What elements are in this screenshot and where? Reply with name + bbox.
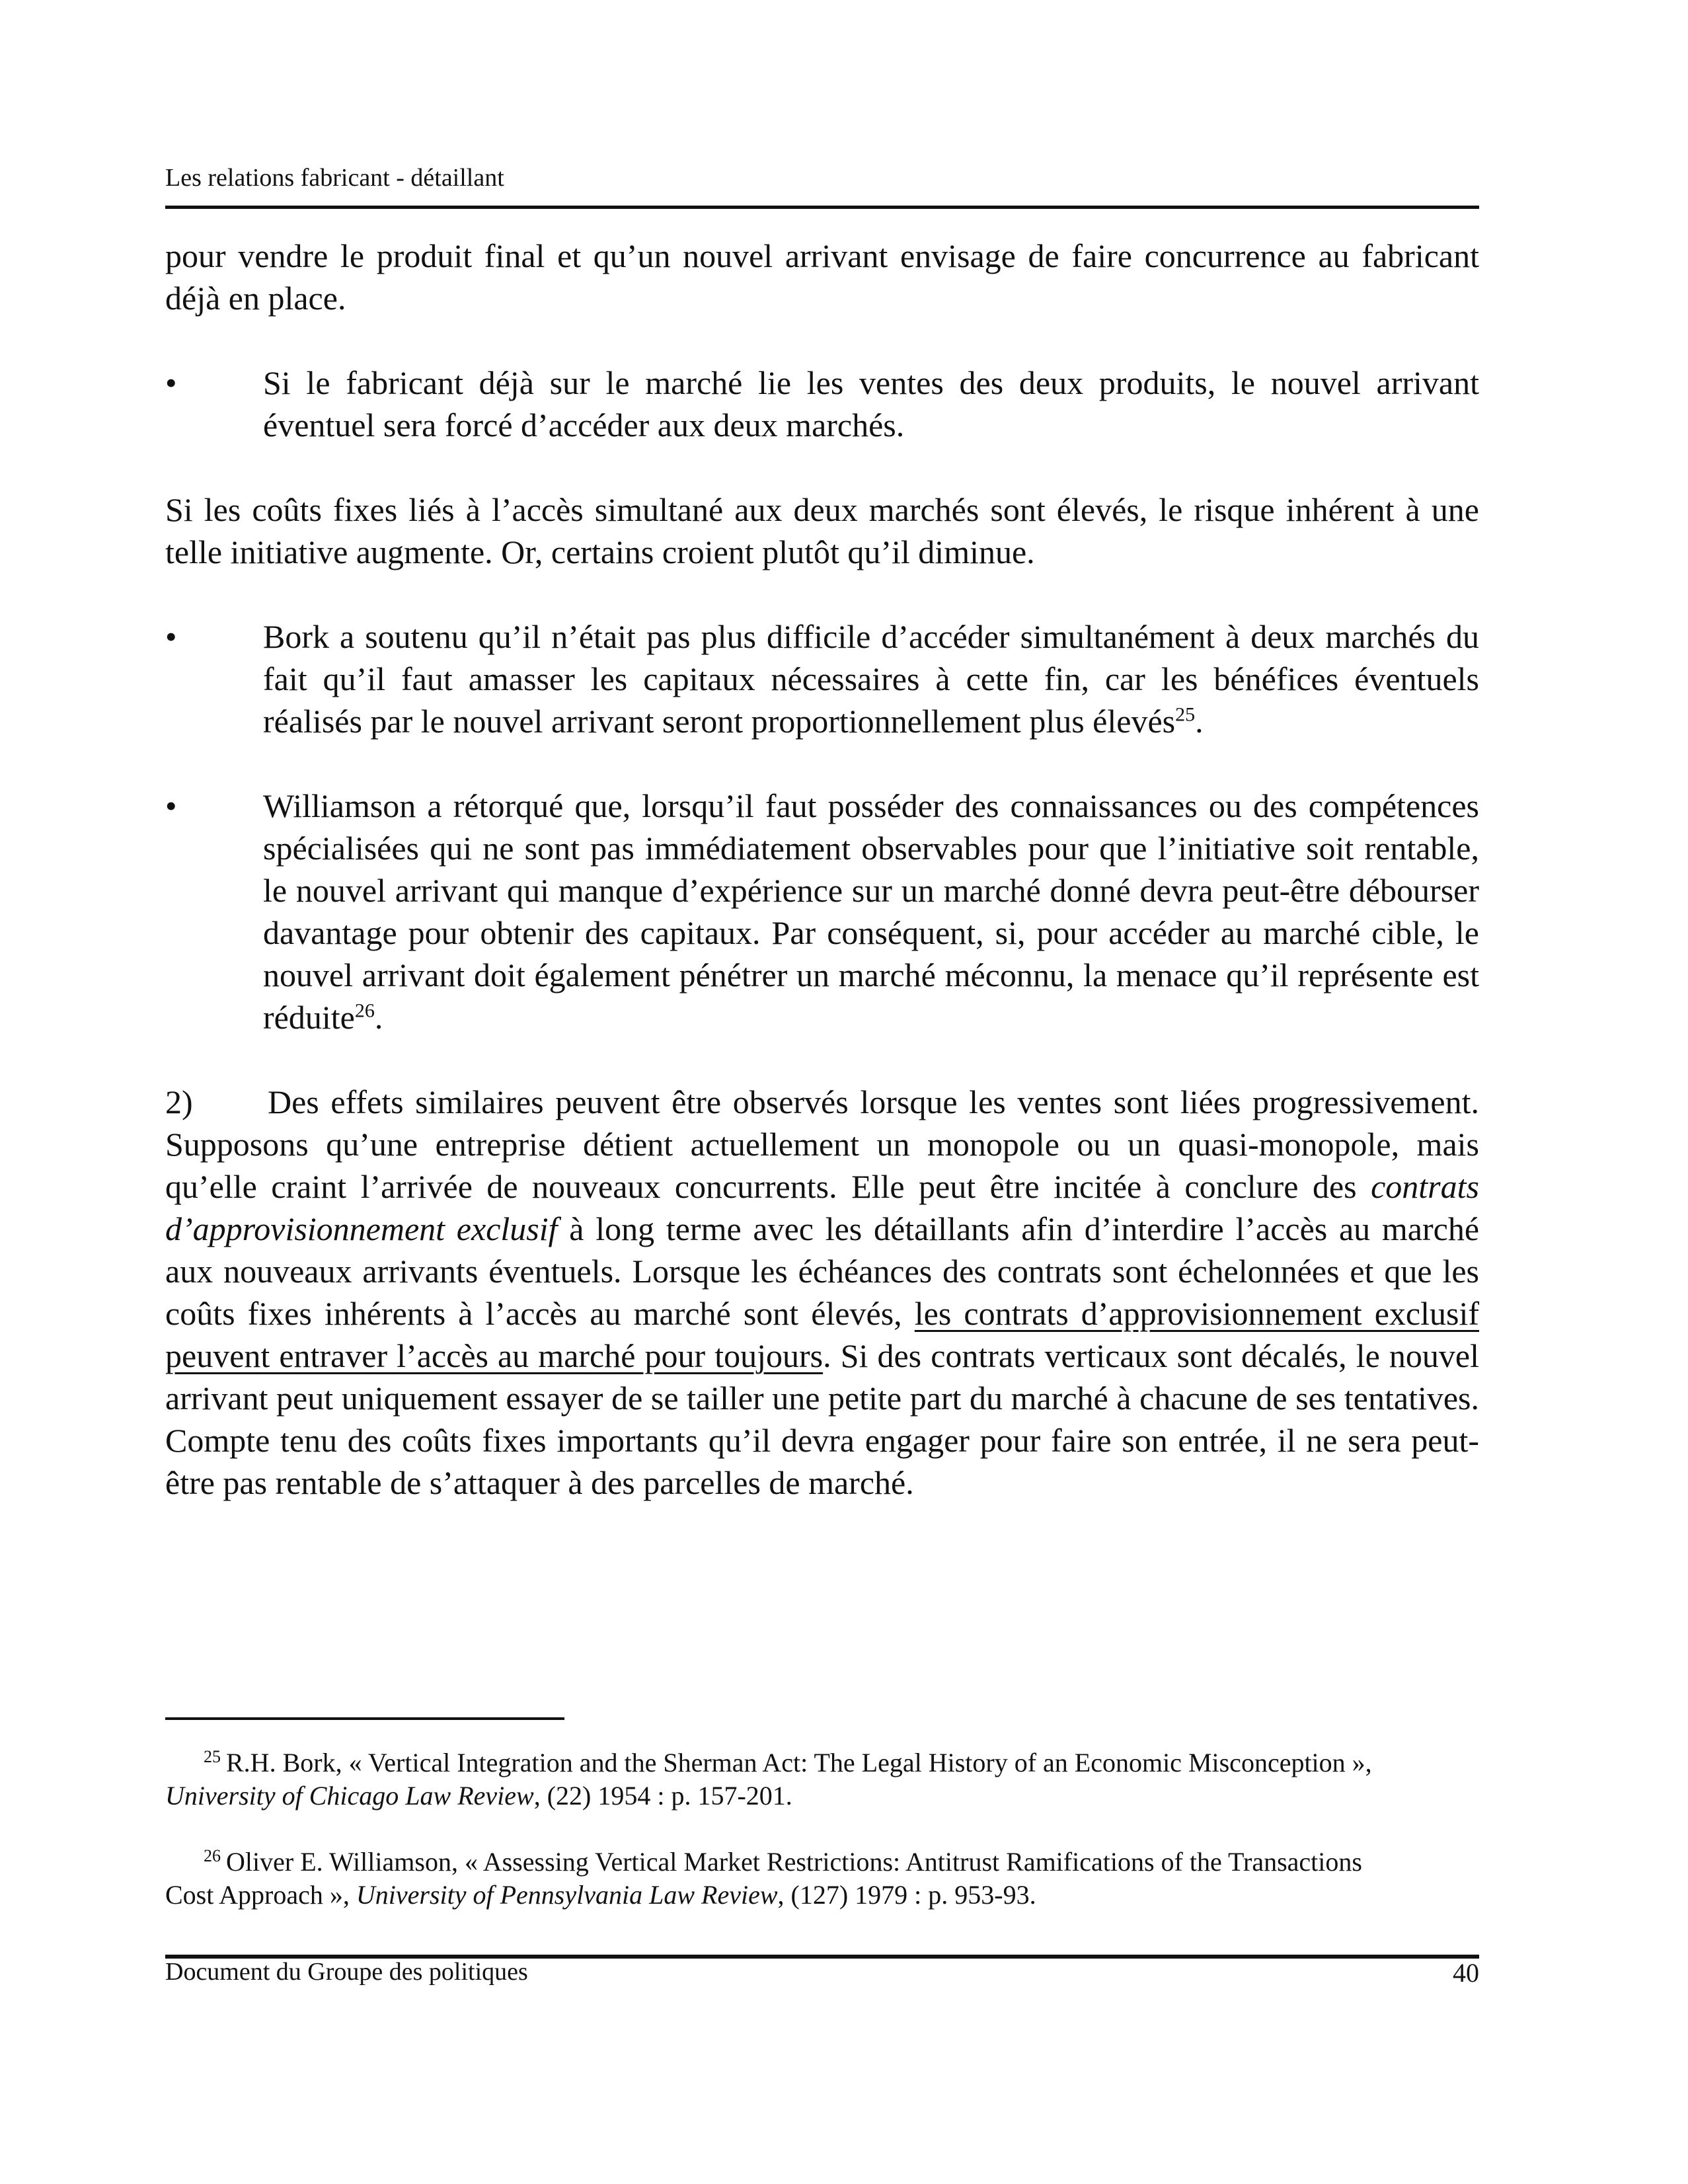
footnote-ref: 26: [354, 999, 375, 1022]
footnote-number: 26: [204, 1846, 221, 1865]
bullet-text: Si le fabricant déjà sur le marché lie les ventes des deux produits, le nouvel arrivant éventuel sera forcé d’accéder aux deux marchés.: [263, 364, 1479, 444]
paragraph-text: à long terme avec les détaillants afin d’interdire l’accès au marché aux nouveaux arrivants éventuels. Lorsque les échéances des contrats sont échelonnées et que les coûts fixes inhérents à l’accès au marché sont élevés,: [165, 1210, 1480, 1332]
journal-title: University of Chicago Law Review: [165, 1781, 534, 1811]
journal-title: University of Pennsylvania Law Review: [356, 1880, 778, 1910]
footnote-rule: [165, 1717, 564, 1720]
bullet-icon: •: [165, 618, 177, 655]
footnote-text: R.H. Bork, « Vertical Integration and the Sherman Act: The Legal History of an Economic Misconception »,: [226, 1748, 1372, 1777]
bullet-text-end: .: [1195, 703, 1204, 740]
bullet-text: Bork a soutenu qu’il n’était pas plus difficile d’accéder simultanément à deux marchés du fait qu’il faut amasser les capitaux nécessaires à cette fin, car les bénéfices éventuels réalisés par le nouvel arrivant seront proportionnellement plus élevés: [263, 618, 1479, 740]
paragraph-text: . Si des contrats verticaux sont décalés, le nouvel arrivant peut uniquement essayer de se tailler une petite part du marché à chacune de ses tentatives. Compte tenu des coûts fixes importants qu’il devra engager pour faire son entrée, il ne sera peut-être pas rentable de s’attaquer à des parcelles de marché.: [165, 1337, 1479, 1501]
bullet-item: [165, 615, 1479, 742]
bullet-text-end: .: [374, 999, 383, 1036]
running-header: Les relations fabricant - détaillant: [165, 164, 504, 192]
bullet-item: [165, 362, 1479, 446]
footnote-text: , (127) 1979 : p. 953-93.: [777, 1880, 1036, 1910]
bullet-text: Williamson a rétorqué que, lorsqu’il faut posséder des connaissances ou des compétences spécialisées qui ne sont pas immédiatement observables pour que l’initiative soit rentable, le nouvel arrivant qui manque d’expérience sur un marché donné devra peut-être débourser davantage pour obtenir des capitaux. Par conséquent, si, pour accéder au marché cible, le nouvel arrivant doit également pénétrer un marché méconnu, la menace qu’il représente est réduite: [263, 787, 1479, 1036]
paragraph-continuation: pour vendre le produit final et qu’un nouvel arrivant envisage de faire concurrence au fabricant déjà en place.: [165, 237, 1479, 317]
footer-title: Document du Groupe des politiques: [165, 1958, 528, 1986]
bullet-icon: •: [165, 787, 177, 824]
footnote: [165, 1846, 1395, 1912]
bullet-icon: •: [165, 364, 177, 401]
footnote-text: , (22) 1954 : p. 157-201.: [533, 1781, 792, 1811]
underlined-text: les contrats d’approvisionnement exclusif peuvent entraver l’accès au marché pour toujours: [165, 1295, 1479, 1374]
footnote: [165, 1746, 1395, 1813]
header-rule: [165, 206, 1479, 209]
footnote-ref: 25: [1175, 703, 1196, 726]
page-number: 40: [1453, 1958, 1479, 1988]
footnote-number: 25: [204, 1746, 221, 1766]
paragraph: Si les coûts fixes liés à l’accès simultané aux deux marchés sont élevés, le risque inhérent à une telle initiative augmente. Or, certains croient plutôt qu’il diminue.: [165, 491, 1479, 570]
emphasis-text: contrats d’approvisionnement exclusif: [165, 1168, 1479, 1247]
bullet-item: [165, 785, 1479, 1038]
paragraph-number: 2): [165, 1083, 193, 1120]
numbered-paragraph: [165, 1081, 1479, 1504]
body-text: [165, 235, 1479, 1546]
footnote-text: Oliver E. Williamson, « Assessing Vertical Market Restrictions: Antitrust Ramifications of the Transactions Cost Approach »,: [165, 1847, 1362, 1910]
paragraph-text: Des effets similaires peuvent être observés lorsque les ventes sont liées progressivement. Supposons qu’une entreprise détient actuellement un monopole ou un quasi-monopole, mais qu’elle craint l’arrivée de nouveaux concurrents. Elle peut être incitée à conclure des: [165, 1083, 1479, 1205]
footnotes: [165, 1746, 1395, 1945]
